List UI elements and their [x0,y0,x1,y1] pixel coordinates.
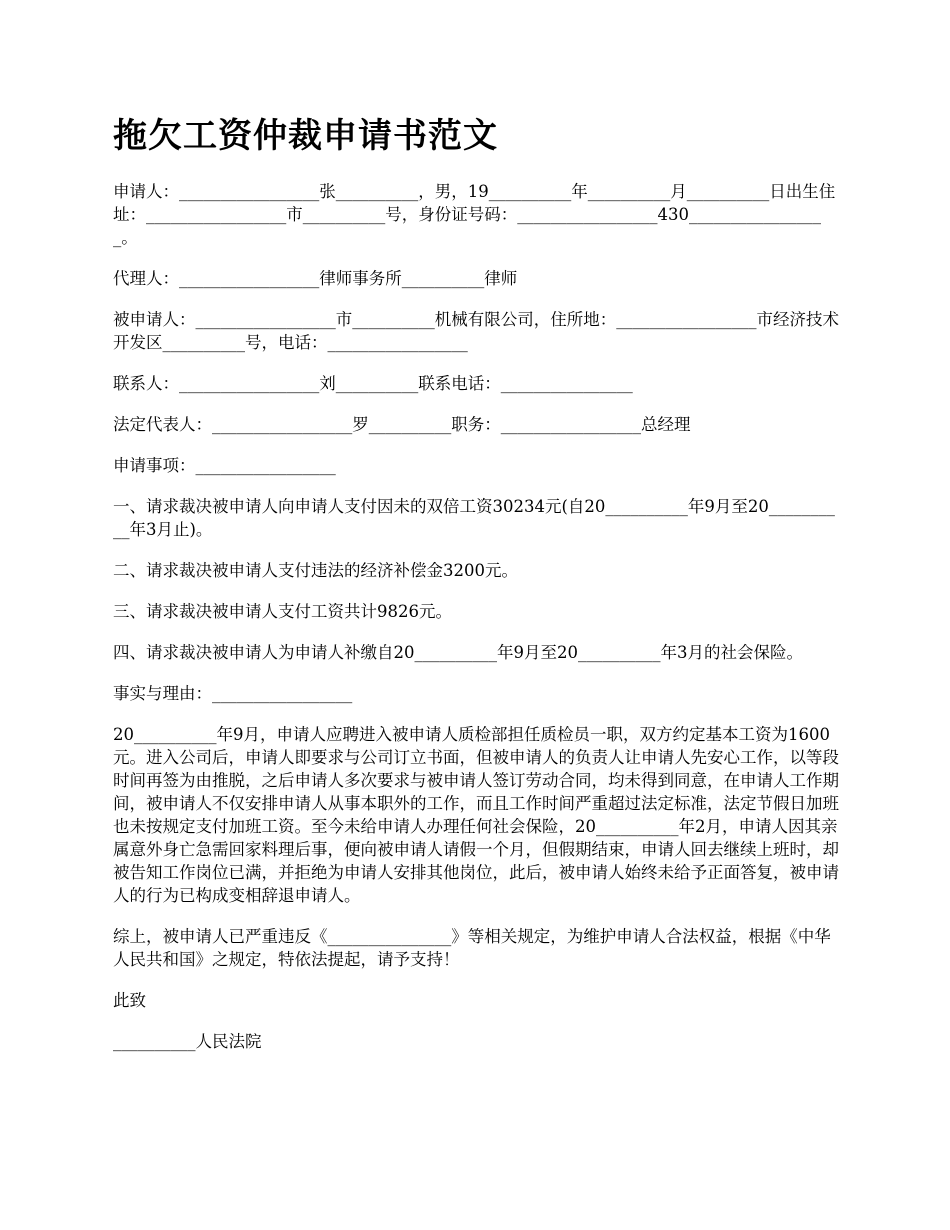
document-body [113,180,843,1071]
salutation: 此致 [113,991,146,1010]
request-item-2: 二、请求裁决被申请人支付违法的经济补偿金3200元。 [113,561,518,580]
request-item-3: 三、请求裁决被申请人支付工资共计9826元。 [113,602,452,621]
respondent-paragraph: 被申请人：_________________市__________机械有限公司，住所地：_________________市经济技术开发区__________号，电话：_________________ [113,310,839,352]
document-title: 拖欠工资仲裁申请书范文 [113,116,498,156]
contact-paragraph: 联系人：_________________刘__________联系电话：________________ [113,374,633,393]
legal-representative-paragraph: 法定代表人：_________________罗__________职务：_________________总经理 [113,415,691,434]
request-item-4: 四、请求裁决被申请人为申请人补缴自20__________年9月至20__________年3月的社会保险。 [113,643,803,662]
court-addressee: __________人民法院 [113,1032,262,1051]
request-item-1: 一、请求裁决被申请人向申请人支付因未的双倍工资30234元(自20__________年9月至20__________年3月止)。 [113,497,835,539]
facts-paragraph: 20__________年9月，申请人应聘进入被申请人质检部担任质检员一职，双方约定基本工资为1600元。进入公司后，申请人即要求与公司订立书面，但被申请人的负责人让申请人先安心工作，以等段时间再签为由推脱，之后申请人多次要求与被申请人签订劳动合同，均未得到同意，在申请人工作期间，被申请人不仅安排申请人从事本职外的工作，而且工作时间严重超过法定标准，法定节假日加班也未按规定支付加班工资。至今未给申请人办理任何社会保险，20__________年2月，申请人因其亲属意外身亡急需回家料理后事，便向被申请人请假一个月，但假期结束，申请人回去继续上班时，却被告知工作岗位已满，并拒绝为申请人安排其他岗位，此后，被申请人始终未给予正面答复，被申请人的行为已构成变相辞退申请人。 [113,725,839,905]
agent-paragraph: 代理人：_________________律师事务所__________律师 [113,269,518,288]
facts-heading: 事实与理由：_________________ [113,684,353,703]
applicant-paragraph: 申请人：_________________张__________，男，19__________年__________月__________日出生住址：_________________市__________号，身份证号码：_________________430_________________。 [113,182,836,247]
request-items-heading: 申请事项：_________________ [113,456,336,475]
conclusion-paragraph: 综上，被申请人已严重违反《_______________》等相关规定，为维护申请人合法权益，根据《中华人民共和国》之规定，特依法提起，请予支持！ [113,927,831,969]
